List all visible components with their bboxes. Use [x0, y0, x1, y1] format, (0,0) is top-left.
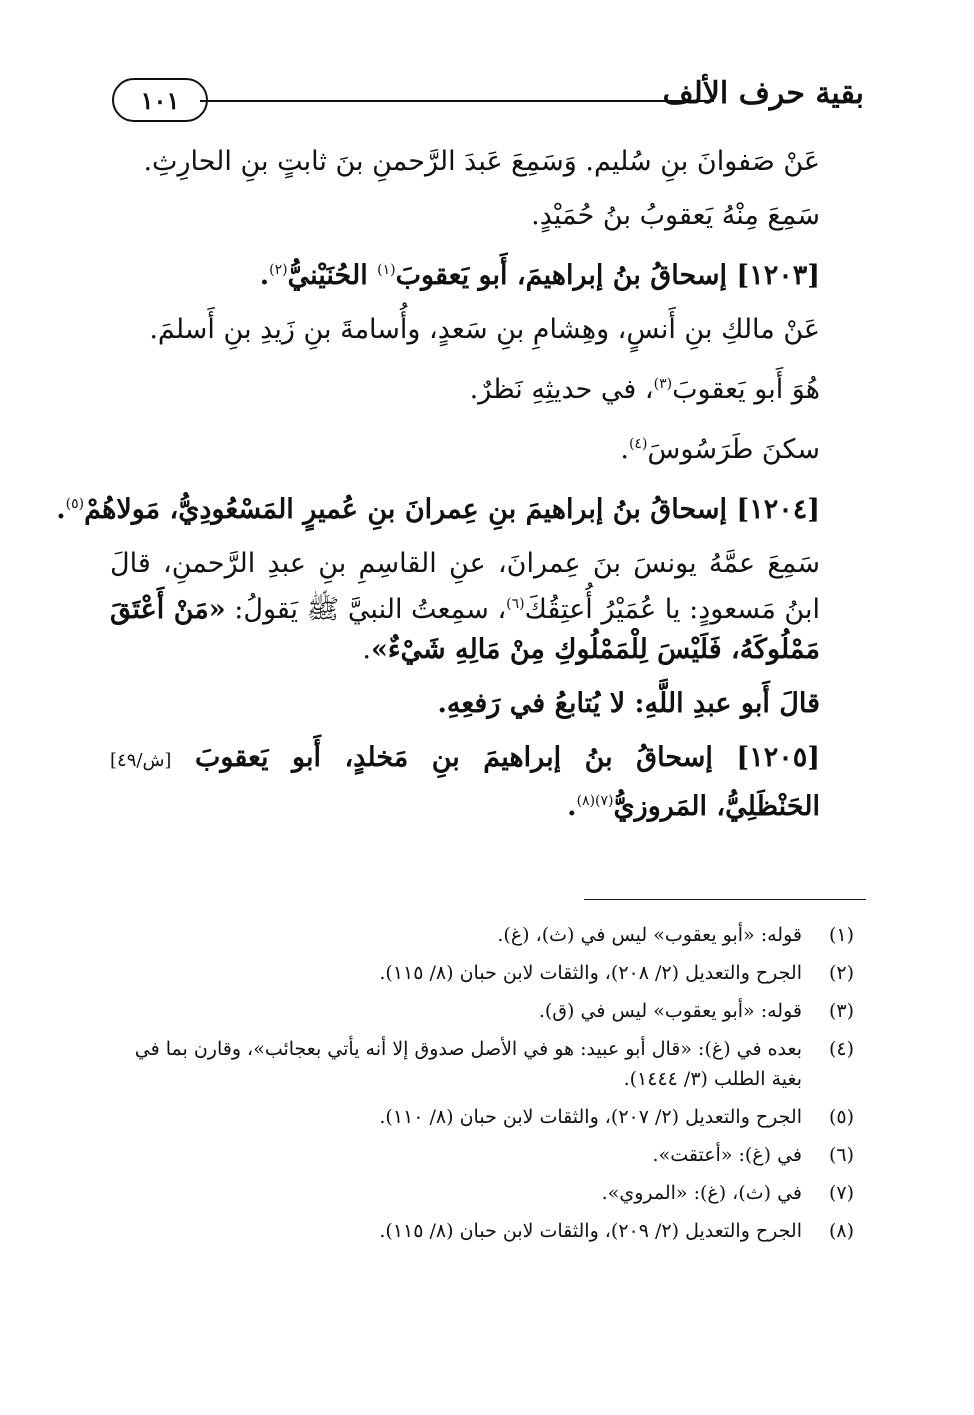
- text-line: قالَ أَبو عبدِ اللَّهِ: لا يُتابعُ في رَفعِهِ.: [437, 688, 820, 719]
- footnote-number: (٤): [828, 1038, 854, 1060]
- footnote-text: الجرح والتعديل (٢/ ٢٠٩)، والثقات لابن حبان (٨/ ١١٥).: [379, 1220, 802, 1242]
- footnote-item: [110, 958, 854, 988]
- footnote-ref: (١): [377, 262, 396, 278]
- footnotes: [110, 920, 854, 1254]
- footnote-item: [110, 1102, 854, 1132]
- entry-1205-heading: [١٢٠٥] إسحاقُ بنُ إبراهيمَ بنِ مَخلدٍ، أَبو يَعقوبَ [ش/٤٩] الحَنْظَلِيُّ، المَروزيُّ$^{(٧)(٨)}$.: [110, 742, 820, 822]
- footnote-text: الجرح والتعديل (٢/ ٢٠٨)، والثقات لابن حبان (٨/ ١١٥).: [379, 962, 802, 984]
- text-line: سَمِعَ مِنْهُ يَعقوبُ بنُ حُمَيْدٍ.: [531, 200, 820, 231]
- footnote-number: (٧): [828, 1182, 854, 1204]
- page-number-badge: [112, 78, 208, 122]
- entry-number: [١٢٠٣]: [736, 260, 820, 291]
- footnote-text: الجرح والتعديل (٢/ ٢٠٧)، والثقات لابن حبان (٨/ ١١٠).: [379, 1106, 802, 1128]
- footnote-ref: (٢): [269, 262, 288, 278]
- footnote-number: (٣): [828, 1000, 854, 1022]
- footnote-number: (٦): [828, 1144, 854, 1166]
- footnote-ref: (٧)(٨): [576, 793, 614, 809]
- entry-number: [١٢٠٥]: [736, 742, 820, 773]
- entry-nisba: المَروزيُّ: [613, 791, 707, 822]
- entry-number: [١٢٠٤]: [736, 494, 820, 525]
- entry-1203-heading: [١٢٠٣] إسحاقُ بنُ إبراهيمَ، أَبو يَعقوبَ$^{(١)}$ الحُنَيْنيُّ$^{(٢)}$.: [259, 260, 820, 291]
- footnote-text: قوله: «أبو يعقوب» ليس في (ق).: [538, 1000, 802, 1022]
- footnote-ref: (٤): [628, 436, 648, 452]
- page-number: ١٠١: [140, 85, 180, 115]
- entry-nisba: الحَنْظَلِيُّ،: [716, 791, 820, 822]
- text-line: هُوَ أَبو يَعقوبَ$^{(٣)}$، في حديثِهِ نَظرٌ.: [469, 374, 820, 405]
- entry-name: إسحاقُ بنُ إبراهيمَ بنِ مَخلدٍ، أَبو يَعقوبَ: [194, 742, 713, 773]
- footnote-item: [110, 1140, 854, 1170]
- page-header: [112, 74, 864, 126]
- footnote-item: [110, 1034, 854, 1094]
- footnote-number: (٥): [828, 1106, 854, 1128]
- text-line: عَنْ مالكِ بنِ أَنسٍ، وهِشامِ بنِ سَعدٍ، وأُسامةَ بنِ زَيدِ بنِ أَسلمَ.: [149, 314, 820, 345]
- entry-name: إسحاقُ بنُ إبراهيمَ بنِ عِمرانَ بنِ عُميرٍ المَسْعُودِيُّ، مَولاهُمْ: [84, 494, 728, 525]
- header-rule: [200, 100, 714, 102]
- footnote-number: (٨): [828, 1220, 854, 1242]
- footnote-item: [110, 996, 854, 1026]
- manuscript-ref: [ش/٤٩]: [110, 750, 172, 771]
- main-text: [56, 142, 820, 841]
- footnote-text: في (ث)، (غ): «المروي».: [601, 1182, 802, 1204]
- entry-1204-paragraph: سَمِعَ عمَّهُ يونسَ بنَ عِمرانَ، عنِ القاسِمِ بنِ عبدِ الرَّحمنِ، قالَ ابنُ مَسعودٍ: يا عُمَيْرُ أُعتِقُكَ$^{(٦)}$، سمِعتُ النبيَّ ﷺ يَقولُ: «مَنْ أَعْتَقَ مَمْلُوكَهُ، فَلَيْسَ لِلْمَمْلُوكِ مِنْ مَالِهِ شَيْءٌ».: [110, 548, 820, 665]
- entry-1204-heading: [١٢٠٤] إسحاقُ بنُ إبراهيمَ بنِ عِمرانَ بنِ عُميرٍ المَسْعُودِيُّ، مَولاهُمْ$^{(٥)}$.: [56, 494, 820, 525]
- footnote-ref: (٣): [653, 376, 673, 392]
- footnote-number: (٢): [828, 962, 854, 984]
- running-title: بقية حرف الألف: [662, 76, 864, 111]
- footnote-ref: (٦): [506, 596, 525, 612]
- footnote-item: [110, 1216, 854, 1246]
- footnote-item: [110, 920, 854, 950]
- text-line: سكنَ طَرَسُوسَ$^{(٤)}$.: [620, 434, 820, 465]
- hadith-quote: «مَنْ أَعْتَقَ مَمْلُوكَهُ، فَلَيْسَ لِلْمَمْلُوكِ مِنْ مَالِهِ شَيْءٌ»: [110, 594, 820, 665]
- footnote-text: بعده في (غ): «قال أبو عبيد: هو في الأصل صدوق إلا أنه يأتي بعجائب»، وقارن بما في بغية الطلب (٣/ ١٤٤٤).: [134, 1038, 802, 1090]
- footnote-number: (١): [828, 924, 854, 946]
- footnote-separator: [584, 899, 866, 900]
- footnote-text: في (غ): «أعتقت».: [652, 1144, 802, 1166]
- entry-name: إسحاقُ بنُ إبراهيمَ، أَبو يَعقوبَ: [395, 260, 728, 291]
- footnote-ref: (٥): [65, 496, 85, 512]
- entry-nisba: الحُنَيْنيُّ: [287, 260, 368, 291]
- footnote-text: قوله: «أبو يعقوب» ليس في (ث)، (غ).: [497, 924, 802, 946]
- text-line: عَنْ صَفوانَ بنِ سُليم. وَسَمِعَ عَبدَ الرَّحمنِ بنَ ثابتٍ بنِ الحارِثِ.: [143, 146, 820, 177]
- footnote-item: [110, 1178, 854, 1208]
